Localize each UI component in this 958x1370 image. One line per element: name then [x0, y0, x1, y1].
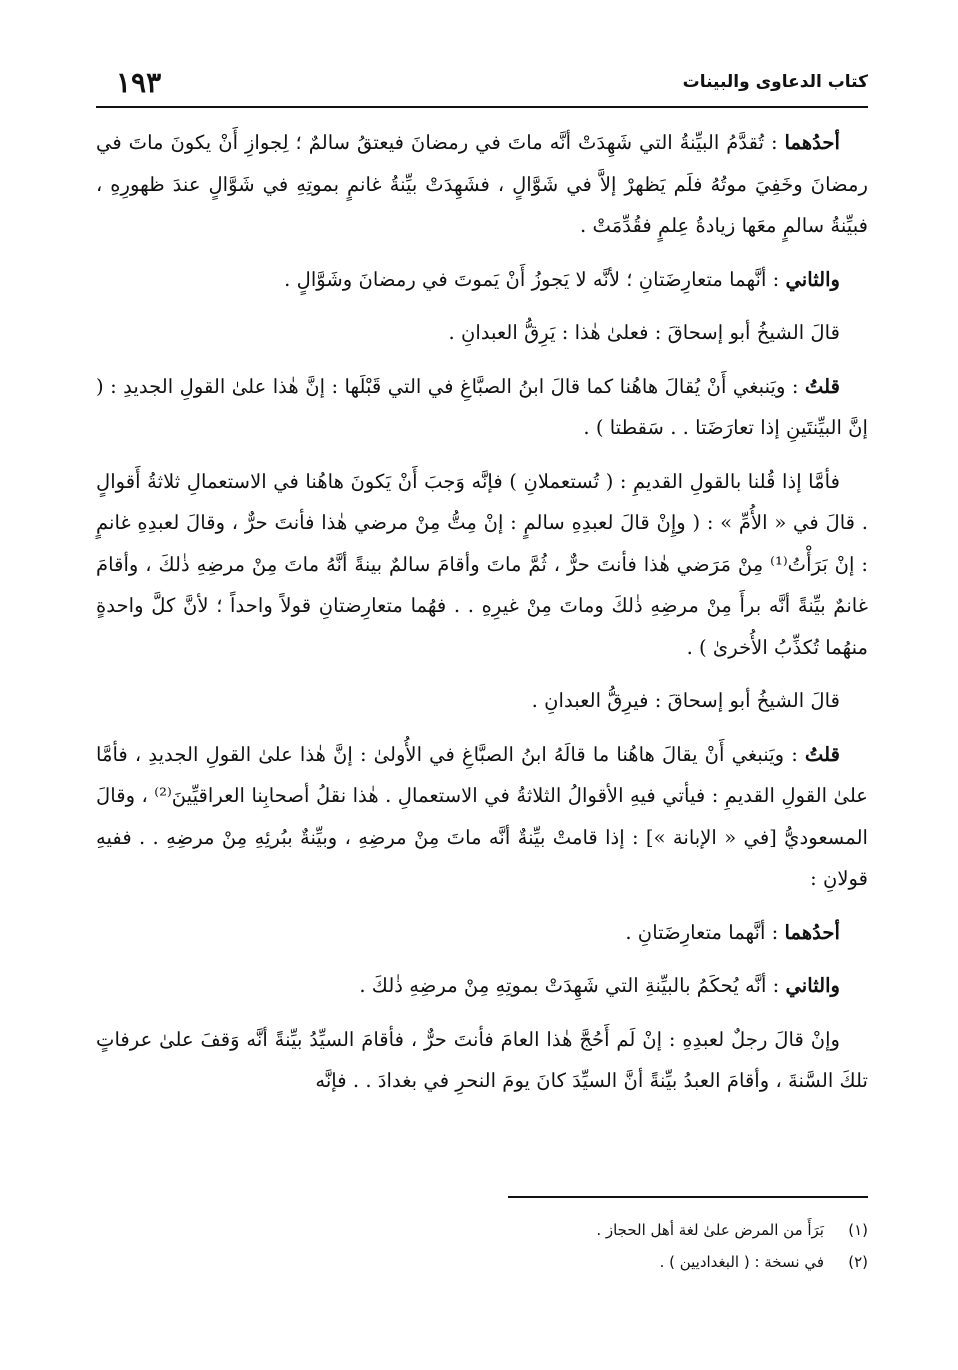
book-title: كتاب الدعاوى والبينات	[682, 72, 868, 92]
footnote	[96, 1214, 868, 1246]
paragraph	[96, 1019, 868, 1102]
footnote-text: بَرَأَ من المرض علىٰ لغة أهل الحجاز .	[596, 1221, 824, 1239]
paragraph	[96, 366, 868, 449]
paragraph	[96, 122, 868, 247]
paragraph-text: : ويَنبغي أَنْ يقالَ هاهُنا ما قالَهُ ابنُ الصبَّاغِ في الأُولىٰ : إنَّ هٰذا علىٰ القولِ الجديدِ ، فأمَّا علىٰ القولِ القديمِ : فيأتي فيهِ الأقوالُ الثلاثةُ في الاستعمالِ . هٰذا نقلُ أصحابِنا العراقيِّينَ⁽²⁾ ، وقالَ المسعوديُّ [في « الإبانة »] : إذا قامتْ بيِّنةٌ أنَّه ماتَ مِنْ مرضِهِ ، وبيِّنةٌ ببُرئِهِ مِنْ مرضِهِ . . ففيهِ قولانِ :	[96, 742, 868, 890]
paragraph-text: قالَ الشيخُ أبو إسحاقَ : فيرِقُّ العبدانِ .	[531, 689, 840, 712]
paragraph	[96, 912, 868, 954]
paragraph-lead: قلتُ	[804, 374, 840, 398]
page-number: ١٩٣	[116, 66, 162, 99]
paragraph-lead: أحدُهما	[784, 920, 840, 944]
paragraph-text: : تُقدَّمُ البيِّنةُ التي شَهِدَتْ أنَّه ماتَ في رمضانَ فيعتقُ سالمٌ ؛ لِجوازِ أَنْ يكونَ ماتَ في رمضانَ وخَفِيَ موتُهُ فلَم يَظهرْ إلاَّ في شَوَّالٍ ، فشَهِدَتْ بيِّنةُ غانمٍ بموتِهِ في شَوَّالٍ عندَ ظهورِهِ ، فبيِّنةُ سالمٍ معَها زيادةُ عِلمٍ فقُدِّمَتْ .	[96, 131, 868, 237]
paragraph-lead: والثاني	[785, 974, 840, 997]
paragraph	[96, 312, 868, 354]
footnote	[96, 1246, 868, 1278]
paragraph-lead: قلتُ	[804, 742, 840, 766]
paragraph-text: فأمَّا إذا قُلنا بالقولِ القديمِ : ( تُستعملانِ ) فإنَّه وَجبَ أَنْ يَكونَ هاهُنا في الاستعمالِ ثلاثةُ أَقوالٍ . قالَ في « الأُمِّ » : ( وإِنْ قالَ لعبدِهِ سالمٍ : إنْ مِتُّ مِنْ مرضي هٰذا فأنتَ حرٌّ ، وقالَ لعبدِهِ غانمٍ : إنْ بَرَأْتُ⁽¹⁾ مِنْ مَرَضي هٰذا فأنتَ حرٌّ ، ثُمَّ ماتَ وأقامَ سالمٌ بينةً أنَّهُ ماتَ مِنْ مرضِهِ ذٰلكَ ، وأقامَ غانمٌ بيِّنةً أنَّه برأَ مِنْ مرضِهِ ذٰلكَ وماتَ مِنْ غيرِهِ . . فهُما متعارِضتانِ قولاً واحداً ؛ لأنَّ كلَّ واحدةٍ منهُما تُكذِّبُ الأُخرىٰ ) .	[96, 469, 868, 659]
running-header	[96, 66, 868, 108]
paragraph-text: : أنَّهما متعارِضَتانِ ؛ لأنَّه لا يَجوزُ أَنْ يَموتَ في رمضانَ وشَوَّالٍ .	[284, 267, 786, 291]
paragraph-text: : ويَنبغي أَنْ يُقالَ هاهُنا كما قالَ ابنُ الصبَّاغِ في التي قَبْلَها : إنَّ هٰذا علىٰ القولِ الجديدِ : ( إنَّ البيِّنتَينِ إذا تعارَضَتا . . سَقطتا ) .	[96, 374, 868, 439]
footnote-separator	[508, 1196, 868, 1198]
paragraph-text: قالَ الشيخُ أبو إسحاقَ : فعلىٰ هٰذا : يَرِقُّ العبدانِ .	[448, 321, 840, 344]
paragraph	[96, 734, 868, 900]
paragraph	[96, 680, 868, 722]
paragraph-text: : أنَّه يُحكَمُ بالبيِّنةِ التي شَهِدَتْ بموتِهِ مِنْ مرضِهِ ذٰلكَ .	[359, 974, 786, 997]
paragraph-text: : أنَّهما متعارِضَتانِ .	[625, 920, 785, 944]
paragraph	[96, 259, 868, 301]
footnote-number: (٢)	[848, 1253, 868, 1271]
footnote-text: في نسخة : ( البغداديين ) .	[659, 1253, 824, 1271]
paragraph-lead: أحدُهما	[784, 131, 840, 154]
paragraph	[96, 965, 868, 1007]
footnote-number: (١)	[848, 1221, 868, 1239]
footnotes	[96, 1214, 868, 1278]
book-page	[96, 66, 868, 1330]
paragraph	[96, 461, 868, 669]
paragraph-text: وإنْ قالَ رجلٌ لعبدِهِ : إنْ لَم أَحُجَّ هٰذا العامَ فأنتَ حرٌّ ، فأقامَ السيِّدُ بيِّنةً أنَّه وَقفَ علىٰ عرفاتٍ تلكَ السَّنةَ ، وأقامَ العبدُ بيِّنةً أنَّ السيِّدَ كانَ يومَ النحرِ في بغدادَ . . فإنَّه	[96, 1027, 868, 1092]
paragraph-lead: والثاني	[785, 267, 840, 291]
main-text	[96, 122, 868, 1102]
